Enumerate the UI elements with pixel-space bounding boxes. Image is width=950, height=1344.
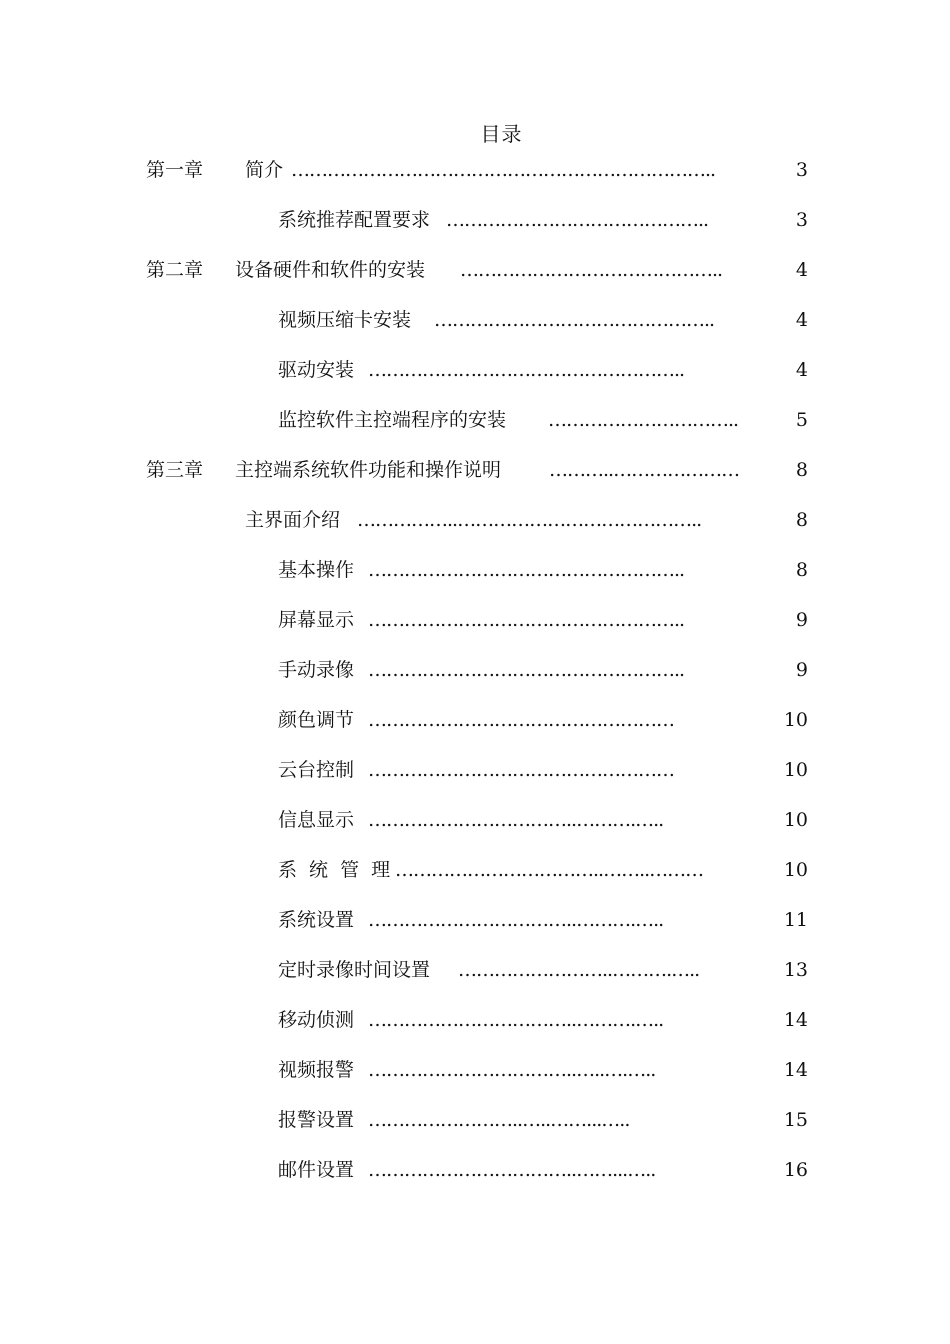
toc-entry[interactable]	[278, 906, 808, 934]
toc-entry[interactable]	[278, 856, 808, 884]
entry-title: 移动侦测	[278, 1009, 355, 1031]
entry-title: 定时录像时间设置	[278, 959, 431, 981]
page-number: 10	[783, 759, 808, 781]
page-number: 14	[783, 1059, 808, 1081]
page-number: 14	[783, 1009, 808, 1031]
toc-entry[interactable]	[278, 356, 808, 384]
chapter-label: 第一章	[146, 159, 204, 181]
leader-dots: ……………………………………..	[446, 209, 709, 231]
page-number: 4	[795, 259, 808, 281]
toc-entry[interactable]	[278, 1056, 808, 1084]
entry-title: 系 统 管 理	[278, 859, 391, 881]
toc-entry[interactable]	[278, 706, 808, 734]
page-number: 4	[795, 359, 808, 381]
leader-dots: ……………………………..……….…..	[368, 909, 664, 931]
leader-dots: ………..…………………	[549, 459, 740, 481]
toc-entry[interactable]	[278, 956, 808, 984]
page-number: 8	[795, 459, 808, 481]
leader-dots: ……………………………..……..………	[395, 859, 704, 881]
leader-dots: ……………………………..……...…..	[368, 1159, 656, 1181]
page-number: 10	[783, 709, 808, 731]
toc-entry[interactable]	[146, 156, 808, 184]
toc-entry[interactable]	[278, 556, 808, 584]
leader-dots: ……………………………………………	[368, 709, 674, 731]
toc-entry[interactable]	[278, 206, 808, 234]
entry-title: 视频压缩卡安装	[278, 309, 412, 331]
leader-dots: ……………………………………………………………..	[291, 159, 716, 181]
page-number: 13	[783, 959, 808, 981]
toc-entry[interactable]	[245, 506, 808, 534]
leader-dots: ……………………..……….…..	[458, 959, 700, 981]
entry-title: 驱动安装	[278, 359, 355, 381]
leader-dots: ……………………………………………..	[368, 359, 685, 381]
entry-title: 主控端系统软件功能和操作说明	[235, 459, 502, 481]
leader-dots: ……………………………………..	[460, 259, 723, 281]
toc-entry[interactable]	[146, 456, 808, 484]
page-number: 16	[783, 1159, 808, 1181]
entry-title: 设备硬件和软件的安装	[235, 259, 426, 281]
entry-title: 视频报警	[278, 1059, 355, 1081]
toc-entry[interactable]	[278, 756, 808, 784]
leader-dots: ……………………………..……….…..	[368, 809, 664, 831]
toc-entry[interactable]	[278, 1006, 808, 1034]
entry-title: 云台控制	[278, 759, 355, 781]
leader-dots: ………………………………………..	[434, 309, 715, 331]
entry-title: 信息显示	[278, 809, 355, 831]
leader-dots: ……………………………………………..	[368, 659, 685, 681]
entry-title: 报警设置	[278, 1109, 355, 1131]
entry-title: 监控软件主控端程序的安装	[278, 409, 507, 431]
entry-title: 邮件设置	[278, 1159, 355, 1181]
page-number: 10	[783, 809, 808, 831]
entry-title: 手动录像	[278, 659, 355, 681]
leader-dots: ……………………………………………..	[368, 559, 685, 581]
leader-dots: ……………..…………………………………..	[357, 509, 702, 531]
page-number: 10	[783, 859, 808, 881]
page-number: 4	[795, 309, 808, 331]
page-number: 15	[783, 1109, 808, 1131]
page-number: 9	[795, 659, 808, 681]
page-number: 11	[783, 909, 808, 931]
leader-dots: ……………………………………………..	[368, 609, 685, 631]
chapter-label: 第三章	[146, 459, 204, 481]
toc-entry[interactable]	[278, 306, 808, 334]
chapter-label: 第二章	[146, 259, 204, 281]
toc-entry[interactable]	[278, 406, 808, 434]
page-number: 3	[795, 159, 808, 181]
leader-dots: ……………………..…..……...…..	[368, 1109, 630, 1131]
toc-entry[interactable]	[278, 656, 808, 684]
entry-title: 简介	[245, 159, 284, 181]
page-number: 8	[795, 559, 808, 581]
toc-entry[interactable]	[146, 256, 808, 284]
entry-title: 主界面介绍	[245, 509, 341, 531]
entry-title: 系统推荐配置要求	[278, 209, 431, 231]
page-number: 5	[795, 409, 808, 431]
entry-title: 系统设置	[278, 909, 355, 931]
toc-entry[interactable]	[278, 1156, 808, 1184]
leader-dots: …………………………..	[548, 409, 739, 431]
entry-title: 颜色调节	[278, 709, 355, 731]
toc-entry[interactable]	[278, 606, 808, 634]
entry-title: 基本操作	[278, 559, 355, 581]
page-number: 9	[795, 609, 808, 631]
toc-entry[interactable]	[278, 806, 808, 834]
toc-entry[interactable]	[278, 1106, 808, 1134]
entry-title: 屏幕显示	[278, 609, 355, 631]
leader-dots: ……………………………………………	[368, 759, 674, 781]
leader-dots: ……………………………..……….…..	[368, 1009, 664, 1031]
page-number: 3	[795, 209, 808, 231]
toc-title: 目录	[480, 122, 523, 146]
page-number: 8	[795, 509, 808, 531]
leader-dots: ……………………………..…..….…..	[368, 1059, 656, 1081]
